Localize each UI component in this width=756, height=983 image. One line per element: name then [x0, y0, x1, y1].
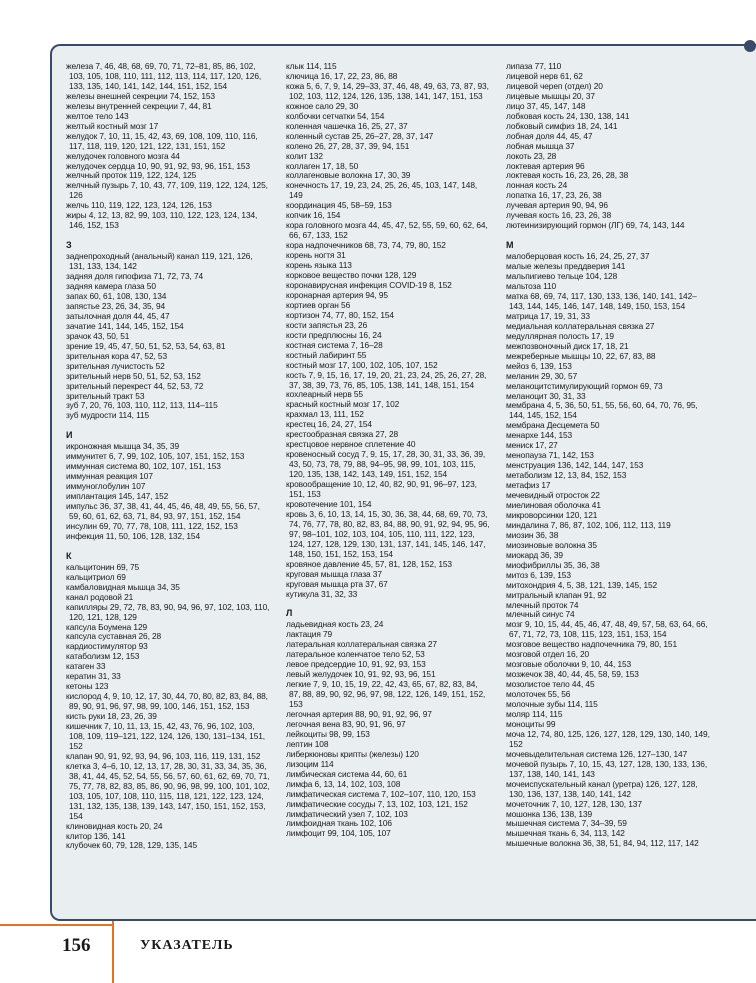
index-entry: желчный пузырь 7, 10, 43, 77, 109, 119, 122, 124, 125, 126	[66, 180, 268, 201]
index-entry: лучевая кость 16, 23, 26, 38	[506, 210, 612, 221]
index-entry: малоберцовая кость 16, 24, 25, 27, 37	[506, 251, 650, 262]
index-entry: межреберные мышцы 10, 22, 67, 83, 88	[506, 350, 656, 361]
index-entry: кости предплюсны 16, 24	[286, 329, 382, 340]
index-entry: кровяное давление 45, 57, 81, 128, 152, 153	[286, 558, 452, 569]
letter-heading: М	[506, 240, 514, 251]
index-entry: метаболизм 12, 13, 84, 152, 153	[506, 470, 627, 481]
index-entry: митральный клапан 91, 92	[506, 589, 607, 600]
index-entry: моча 12, 74, 80, 125, 126, 127, 128, 129, 130, 140, 149, 152	[506, 728, 710, 749]
index-entry: коленный сустав 25, 26–27, 28, 37, 147	[286, 130, 434, 141]
index-entry: лицо 37, 45, 147, 148	[506, 100, 586, 111]
index-entry: меланин 29, 30, 57	[506, 370, 578, 381]
index-entry: менархе 144, 153	[506, 430, 573, 441]
index-entry: лонная кость 24	[506, 180, 568, 191]
footer-rule-horizontal	[0, 924, 112, 926]
index-entry: моноциты 99	[506, 718, 556, 729]
letter-heading: И	[66, 430, 73, 441]
index-entry: зрительный нерв 50, 51, 52, 53, 152	[66, 370, 201, 381]
index-entry: конечность 17, 19, 23, 24, 25, 26, 45, 103, 147, 148, 149	[286, 180, 478, 201]
index-entry: крестцовое нервное сплетение 40	[286, 439, 416, 450]
index-entry: имплантация 145, 147, 152	[66, 491, 169, 502]
index-entry: импульс 36, 37, 38, 41, 44, 45, 46, 48, 49, 55, 56, 57, 59, 60, 61, 62, 63, 71, 84, 93, 97, 151, 152, 154	[66, 501, 260, 521]
index-entry: мозговые оболочки 9, 10, 44, 153	[506, 659, 632, 670]
index-entry: клык 114, 115	[286, 61, 337, 71]
index-entry: желудочек головного мозга 44	[66, 150, 180, 161]
index-entry: матка 68, 69, 74, 117, 130, 133, 136, 140, 141, 142–143, 144, 145, 146, 147, 148, 149, 150, 153, 154	[506, 290, 697, 311]
index-entry: кожа 5, 6, 7, 9, 14, 29–33, 37, 46, 48, 49, 63, 73, 87, 93, 102, 103, 112, 124, 126, 135, 138, 141, 147, 151, 153	[286, 80, 489, 101]
index-entry: мочеточник 7, 10, 127, 128, 130, 137	[506, 798, 642, 809]
index-entry: крестообразная связка 27, 28	[286, 429, 399, 440]
index-entry: мальпигиево тельце 104, 128	[506, 271, 618, 282]
index-entry: кровь 3, 6, 10, 13, 14, 15, 30, 36, 38, 44, 68, 69, 70, 73, 74, 76, 77, 78, 80, 82, 83, 84, 88, 90, 91, 92, 94, 95, 96, 97, 98–101, 102, 103, 104, 105, 110, 111, 122, 123, 124, 127, 128, 129, 130, 131, 137, 141, 145, 146, 147, 148, 150, 151, 152, 153, 154	[286, 508, 490, 559]
index-entry: катаболизм 12, 153	[66, 651, 140, 662]
index-entry: кишечник 7, 10, 11, 13, 15, 42, 43, 76, 96, 102, 103, 108, 109, 119–121, 122, 124, 126, 130, 131–134, 151, 152	[66, 721, 266, 751]
index-entry: малые железы преддверия 141	[506, 261, 626, 272]
index-entry: клетка 3, 4–6, 10, 12, 13, 17, 28, 30, 31, 33, 34, 35, 36, 38, 41, 44, 45, 52, 54, 55, 56, 57, 60, 61, 62, 69, 70, 71, 75, 77, 78, 82, 83, 85, 86, 90, 96, 98, 99, 100, 101, 102, 103, 105, 107, 108, 110, 115, 118, 121, 122, 123, 124, 131, 132, 135, 138, 139, 143, 147, 150, 151, 152, 153, 154	[66, 760, 270, 821]
index-entry: красный костный мозг 17, 102	[286, 399, 400, 410]
index-entry: миофибриллы 35, 36, 38	[506, 559, 600, 570]
index-entry: моляр 114, 115	[506, 709, 563, 719]
index-entry: зачатие 141, 144, 145, 152, 154	[66, 320, 184, 331]
index-entry: зуб мудрости 114, 115	[66, 410, 150, 421]
index-entry: кость 7, 9, 15, 16, 17, 19, 20, 21, 23, 24, 25, 26, 27, 28, 37, 38, 39, 73, 76, 85, 105, 138, 141, 148, 151, 154	[286, 369, 487, 390]
index-entry: корень ногтя 31	[286, 250, 346, 261]
index-entry: зрительная лучистость 52	[66, 360, 165, 371]
index-entry: латеральное коленчатое тело 52, 53	[286, 649, 425, 660]
index-entry: мейоз 6, 139, 153	[506, 360, 572, 371]
index-entry: межпозвоночный диск 17, 18, 21	[506, 340, 629, 351]
index-entry: круговая мышца рта 37, 67	[286, 578, 388, 589]
index-entry: запах 60, 61, 108, 130, 134	[66, 290, 167, 301]
index-entry: лейкоциты 98, 99, 153	[286, 728, 370, 739]
index-entry: лопатка 16, 17, 23, 26, 38	[506, 190, 602, 201]
index-entry: крестец 16, 24, 27, 154	[286, 419, 372, 430]
index-entry: млечный синус 74	[506, 609, 575, 620]
index-entry: латеральная коллатеральная связка 27	[286, 639, 437, 650]
index-entry: капсула суставная 26, 28	[66, 631, 162, 642]
index-entry: локтевая артерия 96	[506, 160, 585, 171]
index-entry: коллагеновые волокна 17, 30, 39	[286, 170, 411, 181]
index-entry: митоз 6, 139, 153	[506, 569, 571, 580]
index-entry: лимфатический узел 7, 102, 103	[286, 808, 408, 819]
index-entry: лимбическая система 44, 60, 61	[286, 768, 408, 779]
index-entry: зуб 7, 20, 76, 103, 110, 112, 113, 114–115	[66, 400, 218, 411]
index-entry: мозговое вещество надпочечника 79, 80, 151	[506, 639, 677, 650]
index-entry: мочеиспускательный канал (уретра) 126, 127, 128, 130, 136, 137, 138, 140, 141, 142	[506, 778, 698, 799]
index-entry: канал родовой 21	[66, 591, 134, 602]
index-entry: микроворсинки 120, 121	[506, 509, 598, 520]
index-entry: лимфоидная ткань 102, 106	[286, 818, 392, 829]
page-number: 156	[62, 935, 91, 956]
section-title: УКАЗАТЕЛЬ	[140, 938, 234, 953]
index-entry: мозг 9, 10, 15, 44, 45, 46, 47, 48, 49, 57, 58, 63, 64, 66, 67, 71, 72, 73, 108, 115, 123, 151, 153, 154	[506, 619, 708, 640]
index-entry: желудок 7, 10, 11, 15, 42, 43, 69, 108, 109, 110, 116, 117, 118, 119, 120, 121, 122, 131, 151, 152	[66, 130, 258, 151]
index-entry: задняя доля гипофиза 71, 72, 73, 74	[66, 271, 204, 282]
index-entry: мальтоза 110	[506, 281, 557, 292]
index-entry: кожное сало 29, 30	[286, 100, 359, 111]
index-entry: лицевой нерв 61, 62	[506, 70, 583, 81]
index-entry: зрительная кора 47, 52, 53	[66, 350, 168, 361]
index-entry: капсула Боумена 129	[66, 621, 148, 632]
index-entry: лицевой череп (отдел) 20	[506, 80, 603, 91]
index-entry: желчь 110, 119, 122, 123, 124, 126, 153	[66, 200, 212, 211]
index-entry: жиры 4, 12, 13, 82, 99, 103, 110, 122, 123, 124, 134, 146, 152, 153	[66, 210, 258, 231]
index-entry: мембрана Десцемета 50	[506, 420, 600, 431]
index-entry: иммунная система 80, 102, 107, 151, 153	[66, 461, 221, 472]
index-entry: миелиновая оболочка 41	[506, 499, 601, 510]
index-entry: мозжечок 38, 40, 44, 45, 58, 59, 153	[506, 669, 639, 680]
index-entry: миозиновые волокна 35	[506, 539, 597, 550]
index-entry: кора головного мозга 44, 45, 47, 52, 55, 59, 60, 62, 64, 66, 67, 133, 152	[286, 220, 488, 241]
index-column-2	[286, 62, 490, 839]
index-entry: мышечная система 7, 34–39, 59	[506, 818, 627, 829]
index-entry: лимфатическая система 7, 102–107, 110, 120, 153	[286, 788, 476, 799]
index-entry: меланоцит 30, 31, 33	[506, 390, 586, 401]
index-entry: кохлеарный нерв 55	[286, 389, 363, 400]
index-entry: кортизон 74, 77, 80, 152, 154	[286, 309, 394, 320]
index-entry: клубочек 60, 79, 128, 129, 135, 145	[66, 840, 197, 851]
index-entry: желчный проток 119, 122, 124, 125	[66, 170, 197, 181]
index-entry: инфекция 11, 50, 106, 128, 132, 154	[66, 530, 201, 541]
index-column-3	[506, 62, 710, 849]
index-entry: лобная мышца 37	[506, 140, 575, 151]
index-entry: легкие 7, 9, 10, 15, 19, 22, 42, 43, 65, 67, 82, 83, 84, 87, 88, 89, 90, 92, 96, 97, 98, 122, 126, 149, 151, 152, 153	[286, 679, 486, 710]
index-entry: локтевая кость 16, 23, 26, 28, 38	[506, 170, 629, 181]
index-entry: мозговой отдел 16, 20	[506, 649, 590, 660]
index-entry: легочная артерия 88, 90, 91, 92, 96, 97	[286, 709, 432, 719]
index-entry: менструация 136, 142, 144, 147, 153	[506, 460, 644, 471]
index-entry: кора надпочечников 68, 73, 74, 79, 80, 152	[286, 240, 446, 251]
index-entry: кисть руки 18, 23, 26, 39	[66, 711, 157, 722]
index-entry: мочевыделительная система 126, 127–130, 147	[506, 748, 688, 759]
index-entry: молоточек 55, 56	[506, 689, 571, 700]
index-entry: корковое вещество почки 128, 129	[286, 270, 417, 281]
index-entry: костная система 7, 16–28	[286, 339, 383, 350]
index-entry: лицевые мышцы 20, 37	[506, 90, 595, 101]
index-entry: зрительный тракт 53	[66, 390, 145, 401]
index-entry: лимфоцит 99, 104, 105, 107	[286, 828, 391, 839]
index-entry: мембрана 4, 5, 36, 50, 51, 55, 56, 60, 64, 70, 76, 95, 144, 145, 152, 154	[506, 400, 698, 421]
index-entry: мениск 17, 27	[506, 440, 558, 451]
index-entry: молочные зубы 114, 115	[506, 699, 598, 710]
index-entry: кутикула 31, 32, 33	[286, 588, 358, 599]
index-entry: легочная вена 83, 90, 91, 96, 97	[286, 718, 406, 729]
index-entry: коленная чашечка 16, 25, 27, 37	[286, 120, 408, 131]
index-entry: круговая мышца глаза 37	[286, 568, 382, 579]
index-entry: ладьевидная кость 23, 24	[286, 619, 384, 630]
index-entry: коллаген 17, 18, 50	[286, 160, 359, 171]
index-entry: мозолистое тело 44, 45	[506, 679, 595, 690]
index-entry: клитор 136, 141	[66, 830, 126, 841]
index-entry: колено 26, 27, 28, 37, 39, 94, 151	[286, 140, 410, 151]
letter-heading: З	[66, 240, 72, 251]
index-entry: икроножная мышца 34, 35, 39	[66, 441, 179, 452]
index-entry: зрение 19, 45, 47, 50, 51, 52, 53, 54, 63, 81	[66, 340, 226, 351]
index-entry: кортиев орган 56	[286, 299, 351, 310]
index-entry: миозин 36, 38	[506, 529, 559, 540]
index-entry: камбаловидная мышца 34, 35	[66, 581, 180, 592]
index-entry: мошонка 136, 138, 139	[506, 808, 593, 819]
index-entry: корень языка 113	[286, 260, 352, 271]
index-entry: желтое тело 143	[66, 110, 129, 121]
index-entry: иммунная реакция 107	[66, 471, 153, 482]
index-entry: мочевой пузырь 7, 10, 15, 43, 127, 128, 130, 133, 136, 137, 138, 140, 141, 143	[506, 758, 708, 779]
index-entry: костный мозг 17, 100, 102, 105, 107, 152	[286, 359, 438, 370]
index-entry: липаза 77, 110	[506, 61, 562, 71]
index-entry: лимфа 6, 13, 14, 102, 103, 108	[286, 778, 401, 789]
index-entry: кальцитриол 69	[66, 571, 126, 582]
index-entry: кератин 31, 33	[66, 671, 121, 682]
index-entry: лучевая артерия 90, 94, 96	[506, 200, 608, 211]
index-entry: клиновидная кость 20, 24	[66, 820, 163, 831]
index-entry: левый желудочек 10, 91, 92, 93, 96, 151	[286, 669, 436, 680]
index-entry: копчик 16, 154	[286, 210, 341, 221]
index-entry: матрица 17, 19, 31, 33	[506, 310, 590, 321]
index-entry: миокард 36, 39	[506, 549, 563, 560]
index-entry: лобковый симфиз 18, 24, 141	[506, 120, 618, 131]
index-entry: иммуноглобулин 107	[66, 481, 146, 492]
index-column-1	[66, 62, 270, 851]
index-entry: менопауза 71, 142, 153	[506, 450, 594, 461]
index-entry: инсулин 69, 70, 77, 78, 108, 111, 122, 152, 153	[66, 520, 238, 531]
index-entry: меланоцитстимулирующий гормон 69, 73	[506, 380, 663, 391]
index-entry: задняя камера глаза 50	[66, 281, 156, 292]
index-entry: железы внутренней секреции 7, 44, 81	[66, 100, 212, 111]
index-entry: коронавирусная инфекция COVID-19 8, 152	[286, 279, 452, 290]
letter-heading: Л	[286, 608, 293, 619]
index-entry: кости запястья 23, 26	[286, 319, 368, 330]
letter-heading: К	[66, 550, 72, 561]
index-entry: координация 45, 58–59, 153	[286, 200, 392, 211]
index-entry: желтый костный мозг 17	[66, 120, 159, 131]
index-entry: медуллярная полость 17, 19	[506, 330, 614, 341]
index-entry: левое предсердие 10, 91, 92, 93, 153	[286, 659, 426, 670]
index-entry: зрачок 43, 50, 51	[66, 330, 130, 341]
index-entry: лактация 79	[286, 629, 333, 640]
index-entry: кардиостимулятор 93	[66, 641, 148, 652]
decorative-dot	[744, 40, 756, 52]
index-entry: капилляры 29, 72, 78, 83, 90, 94, 96, 97, 102, 103, 110, 120, 121, 128, 129	[66, 601, 270, 622]
index-entry: затылочная доля 44, 45, 47	[66, 310, 170, 321]
index-entry: млечный проток 74	[506, 599, 579, 610]
index-entry: колбочки сетчатки 54, 154	[286, 110, 385, 121]
index-entry: зрительный перекрест 44, 52, 53, 72	[66, 380, 204, 391]
index-entry: железы внешней секреции 74, 152, 153	[66, 90, 215, 101]
index-entry: колит 132	[286, 150, 323, 161]
index-entry: кетоны 123	[66, 681, 109, 692]
index-entry: клапан 90, 91, 92, 93, 94, 96, 103, 116, 119, 131, 152	[66, 750, 261, 761]
index-entry: кровообращение 10, 12, 40, 82, 90, 91, 96–97, 123, 151, 153	[286, 479, 477, 499]
index-entry: ключица 16, 17, 22, 23, 86, 88	[286, 70, 398, 81]
index-entry: медиальная коллатеральная связка 27	[506, 320, 655, 331]
index-entry: лобная доля 44, 45, 47	[506, 130, 593, 141]
index-entry: локоть 23, 28	[506, 150, 557, 161]
index-entry: лобковая кость 24, 130, 138, 141	[506, 110, 630, 121]
index-entry: желудочек сердца 10, 90, 91, 92, 93, 96, 151, 153	[66, 160, 250, 171]
index-entry: крахмал 13, 111, 152	[286, 409, 364, 420]
index-entry: миндалина 7, 86, 87, 102, 106, 112, 113, 119	[506, 519, 671, 530]
index-entry: коронарная артерия 94, 95	[286, 289, 388, 300]
index-entry: мечевидный отросток 22	[506, 490, 600, 501]
index-entry: кислород 4, 9, 10, 12, 17, 30, 44, 70, 80, 82, 83, 84, 88, 89, 90, 91, 96, 97, 98, 99, 100, 146, 151, 152, 153	[66, 691, 268, 712]
index-entry: лимфатические сосуды 7, 13, 102, 103, 121, 152	[286, 798, 468, 809]
index-entry: лютеинизирующий гормон (ЛГ) 69, 74, 143, 144	[506, 220, 685, 231]
index-entry: кровотечение 101, 154	[286, 498, 372, 509]
index-entry: метафиз 17	[506, 480, 551, 491]
index-entry: заднепроходный (анальный) канал 119, 121, 126, 131, 133, 134, 142	[66, 251, 253, 272]
index-entry: железа 7, 46, 48, 68, 69, 70, 71, 72–81, 85, 86, 102, 103, 105, 108, 110, 111, 112, 113, 114, 117, 120, 126, 133, 135, 140, 141, 142, 144, 151, 152, 154	[66, 61, 262, 91]
index-entry: мышечная ткань 6, 34, 113, 142	[506, 828, 625, 839]
index-entry: кальцитонин 69, 75	[66, 561, 140, 572]
index-entry: мышечные волокна 36, 38, 51, 84, 94, 112, 117, 142	[506, 838, 699, 849]
index-entry: запястье 23, 26, 34, 35, 94	[66, 300, 166, 311]
index-entry: лизоцим 114	[286, 758, 334, 769]
index-entry: костный лабиринт 55	[286, 349, 367, 360]
footer-rule-vertical	[112, 921, 114, 983]
index-entry: иммунитет 6, 7, 99, 102, 105, 107, 151, 152, 153	[66, 451, 245, 462]
index-entry: лептин 108	[286, 738, 329, 749]
index-entry: либеркюновы крипты (железы) 120	[286, 748, 419, 759]
index-entry: катаген 33	[66, 661, 106, 672]
index-entry: митохондрия 4, 5, 38, 121, 139, 145, 152	[506, 579, 658, 590]
index-entry: кровеносный сосуд 7, 9, 15, 17, 28, 30, 31, 33, 36, 39, 43, 50, 73, 78, 79, 88, 94–95, 98, 99, 101, 103, 115, 120, 135, 138, 142, 143, 149, 151, 152, 154	[286, 449, 486, 480]
